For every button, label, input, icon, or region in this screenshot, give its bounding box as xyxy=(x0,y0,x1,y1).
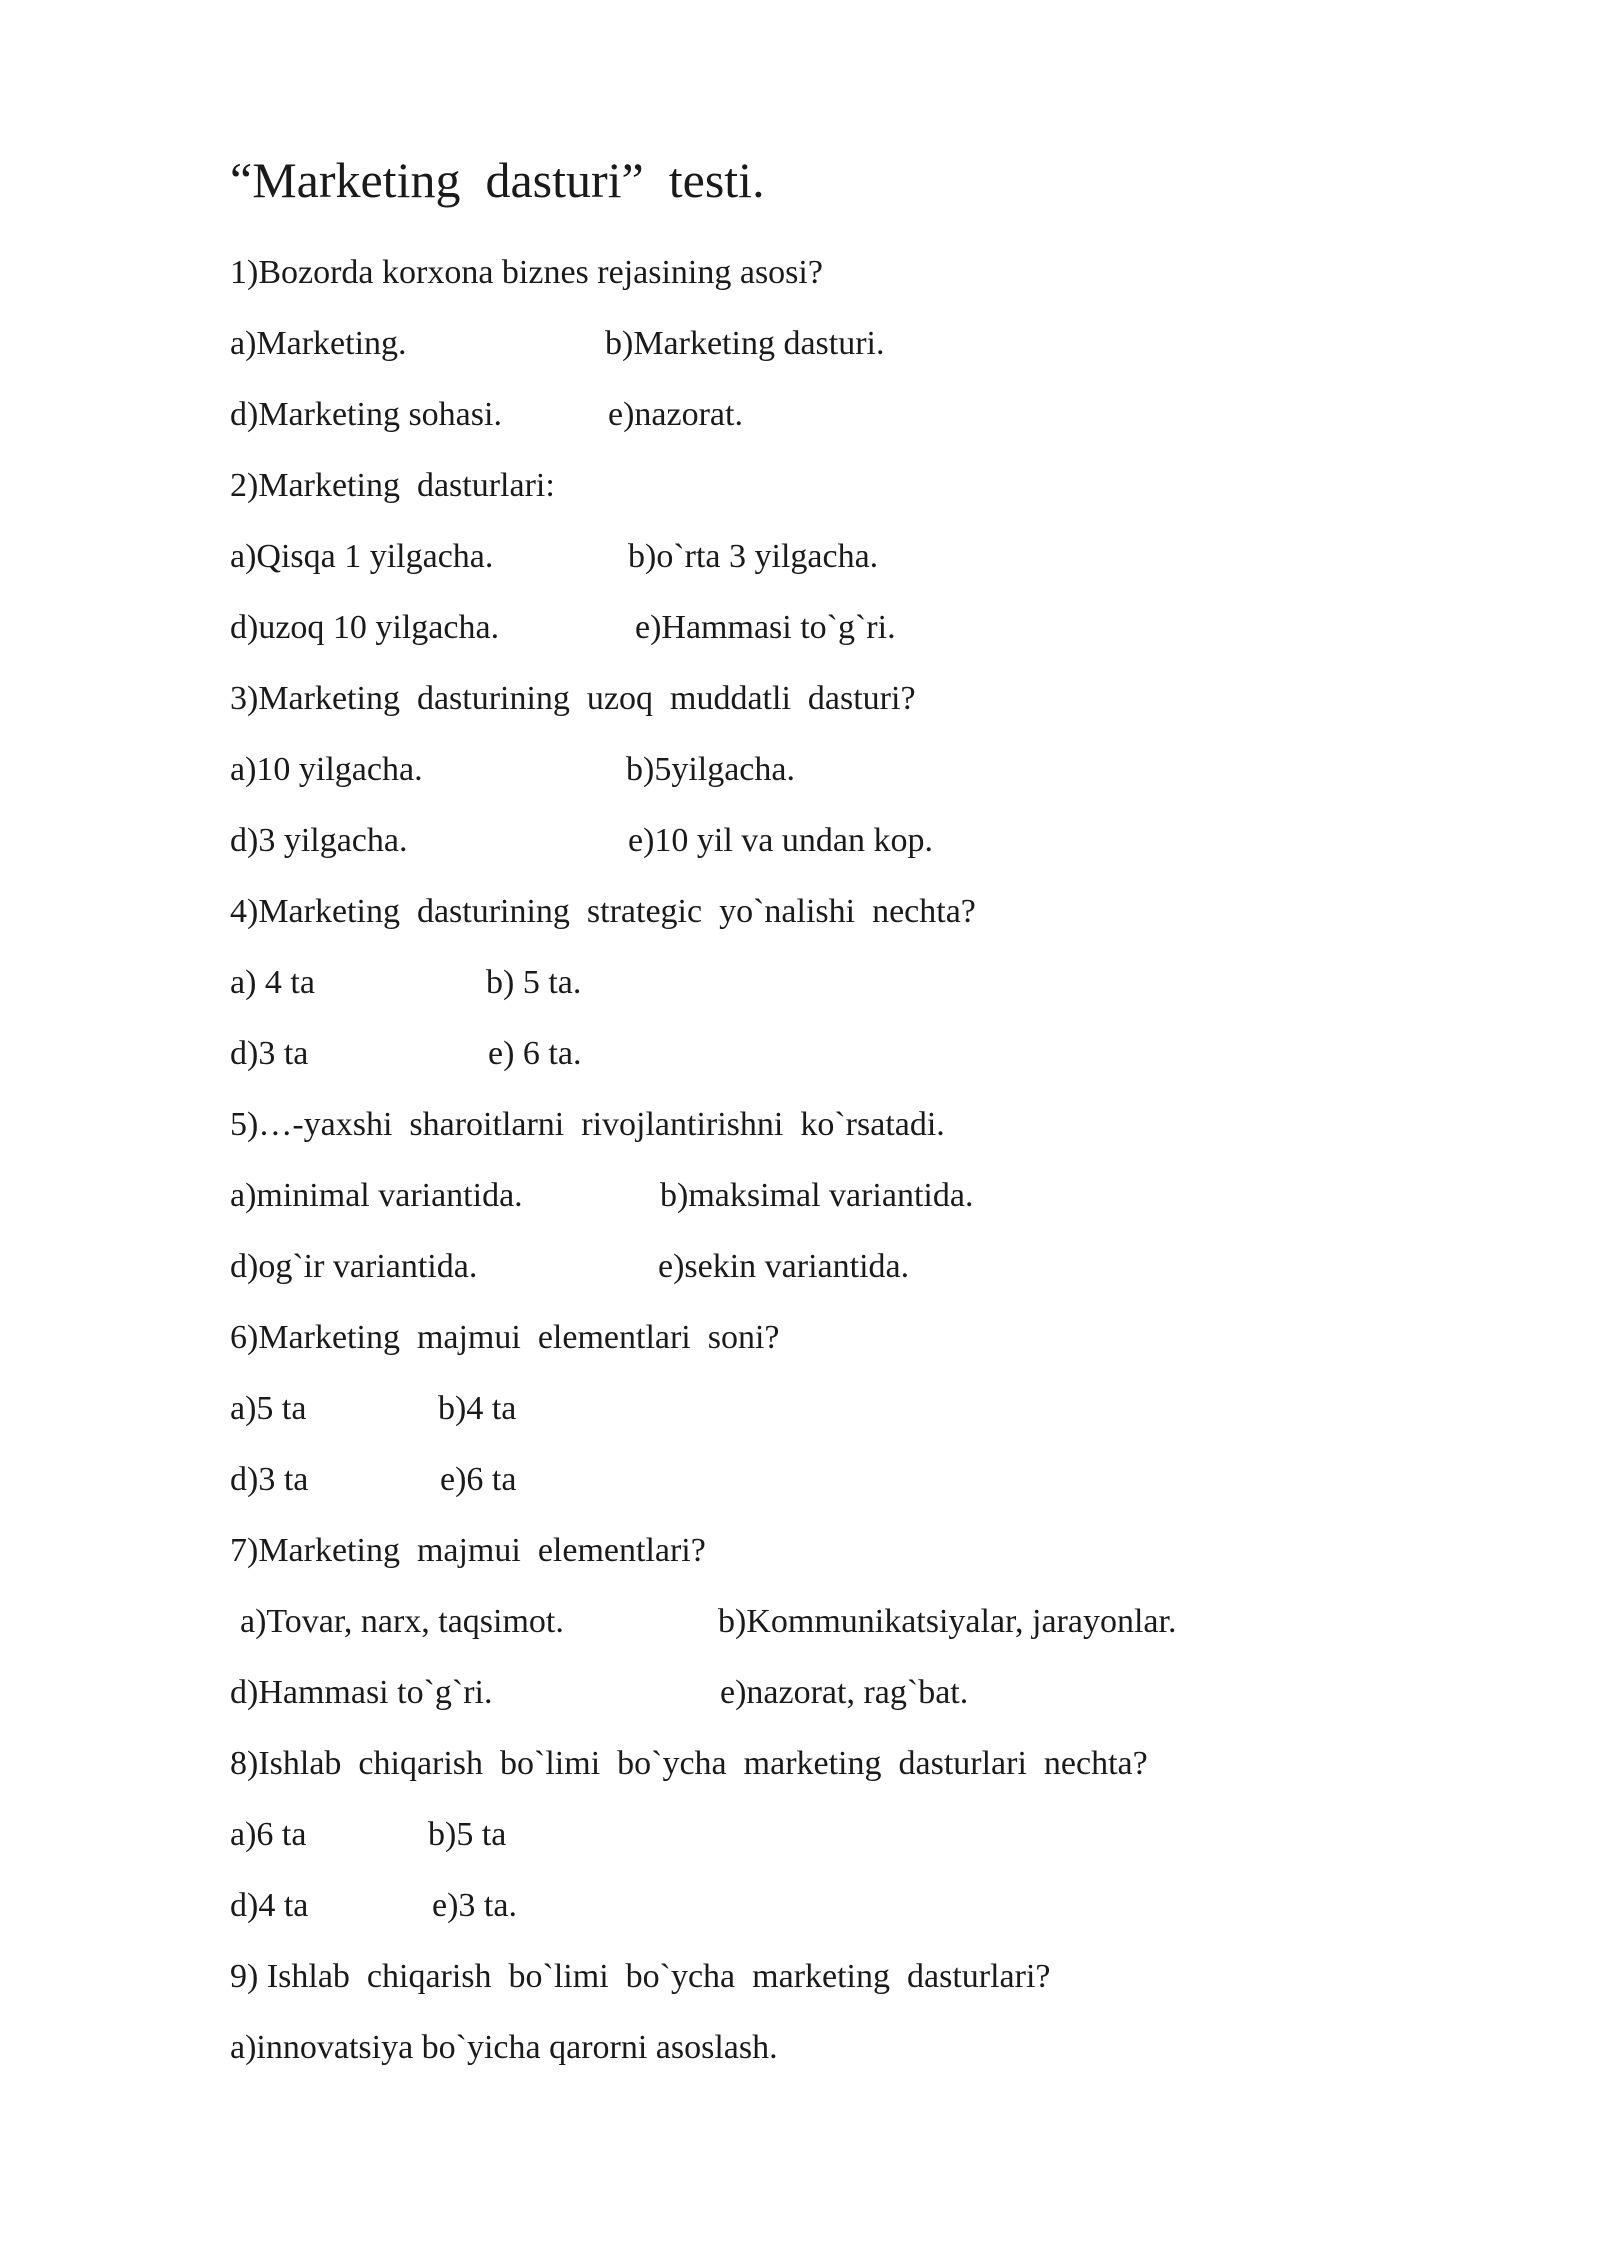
answer-8d: d)4 ta xyxy=(230,1887,309,1924)
answer-8b: b)5 ta xyxy=(428,1816,507,1853)
answer-2e: e)Hammasi to`g`ri. xyxy=(635,609,896,646)
answer-6e: e)6 ta xyxy=(440,1461,517,1498)
answer-8e: e)3 ta. xyxy=(432,1887,517,1924)
answer-6a: a)5 ta xyxy=(230,1390,307,1427)
document-title: “Marketing dasturi” testi. xyxy=(230,152,765,208)
answer-5b: b)maksimal variantida. xyxy=(660,1177,974,1214)
question-5: 5)…-yaxshi sharoitlarni rivojlantirishni ko`rsatadi. xyxy=(230,1106,945,1143)
answer-3a: a)10 yilgacha. xyxy=(230,751,423,788)
answer-7e: e)nazorat, rag`bat. xyxy=(720,1674,969,1711)
answer-2a: a)Qisqa 1 yilgacha. xyxy=(230,538,494,575)
question-9: 9) Ishlab chiqarish bo`limi bo`ycha marketing dasturlari? xyxy=(230,1958,1051,1995)
answer-5a: a)minimal variantida. xyxy=(230,1177,523,1214)
answer-7d: d)Hammasi to`g`ri. xyxy=(230,1674,493,1711)
answer-1b: b)Marketing dasturi. xyxy=(605,325,885,362)
answer-2d: d)uzoq 10 yilgacha. xyxy=(230,609,500,646)
answer-3d: d)3 yilgacha. xyxy=(230,822,408,859)
question-2: 2)Marketing dasturlari: xyxy=(230,467,555,504)
answer-7a: a)Tovar, narx, taqsimot. xyxy=(240,1603,564,1640)
answer-4b: b) 5 ta. xyxy=(486,964,582,1001)
answer-6b: b)4 ta xyxy=(438,1390,517,1427)
answer-1a: a)Marketing. xyxy=(230,325,407,362)
answer-6d: d)3 ta xyxy=(230,1461,309,1498)
answer-8a: a)6 ta xyxy=(230,1816,307,1853)
question-1: 1)Bozorda korxona biznes rejasining asosi? xyxy=(230,254,823,291)
answer-2b: b)o`rta 3 yilgacha. xyxy=(628,538,879,575)
answer-5e: e)sekin variantida. xyxy=(658,1248,910,1285)
question-6: 6)Marketing majmui elementlari soni? xyxy=(230,1319,780,1356)
answer-1d: d)Marketing sohasi. xyxy=(230,396,502,433)
question-3: 3)Marketing dasturining uzoq muddatli dasturi? xyxy=(230,680,916,717)
question-8: 8)Ishlab chiqarish bo`limi bo`ycha marketing dasturlari nechta? xyxy=(230,1745,1148,1782)
answer-3e: e)10 yil va undan kop. xyxy=(628,822,933,859)
answer-3b: b)5yilgacha. xyxy=(626,751,795,788)
answer-4d: d)3 ta xyxy=(230,1035,309,1072)
question-7: 7)Marketing majmui elementlari? xyxy=(230,1532,706,1569)
answer-5d: d)og`ir variantida. xyxy=(230,1248,478,1285)
answer-4e: e) 6 ta. xyxy=(488,1035,582,1072)
answer-1e: e)nazorat. xyxy=(608,396,743,433)
answer-4a: a) 4 ta xyxy=(230,964,315,1001)
answer-9a: a)innovatsiya bo`yicha qarorni asoslash. xyxy=(230,2029,778,2066)
question-4: 4)Marketing dasturining strategic yo`nalishi nechta? xyxy=(230,893,976,930)
answer-7b: b)Kommunikatsiyalar, jarayonlar. xyxy=(718,1603,1177,1640)
